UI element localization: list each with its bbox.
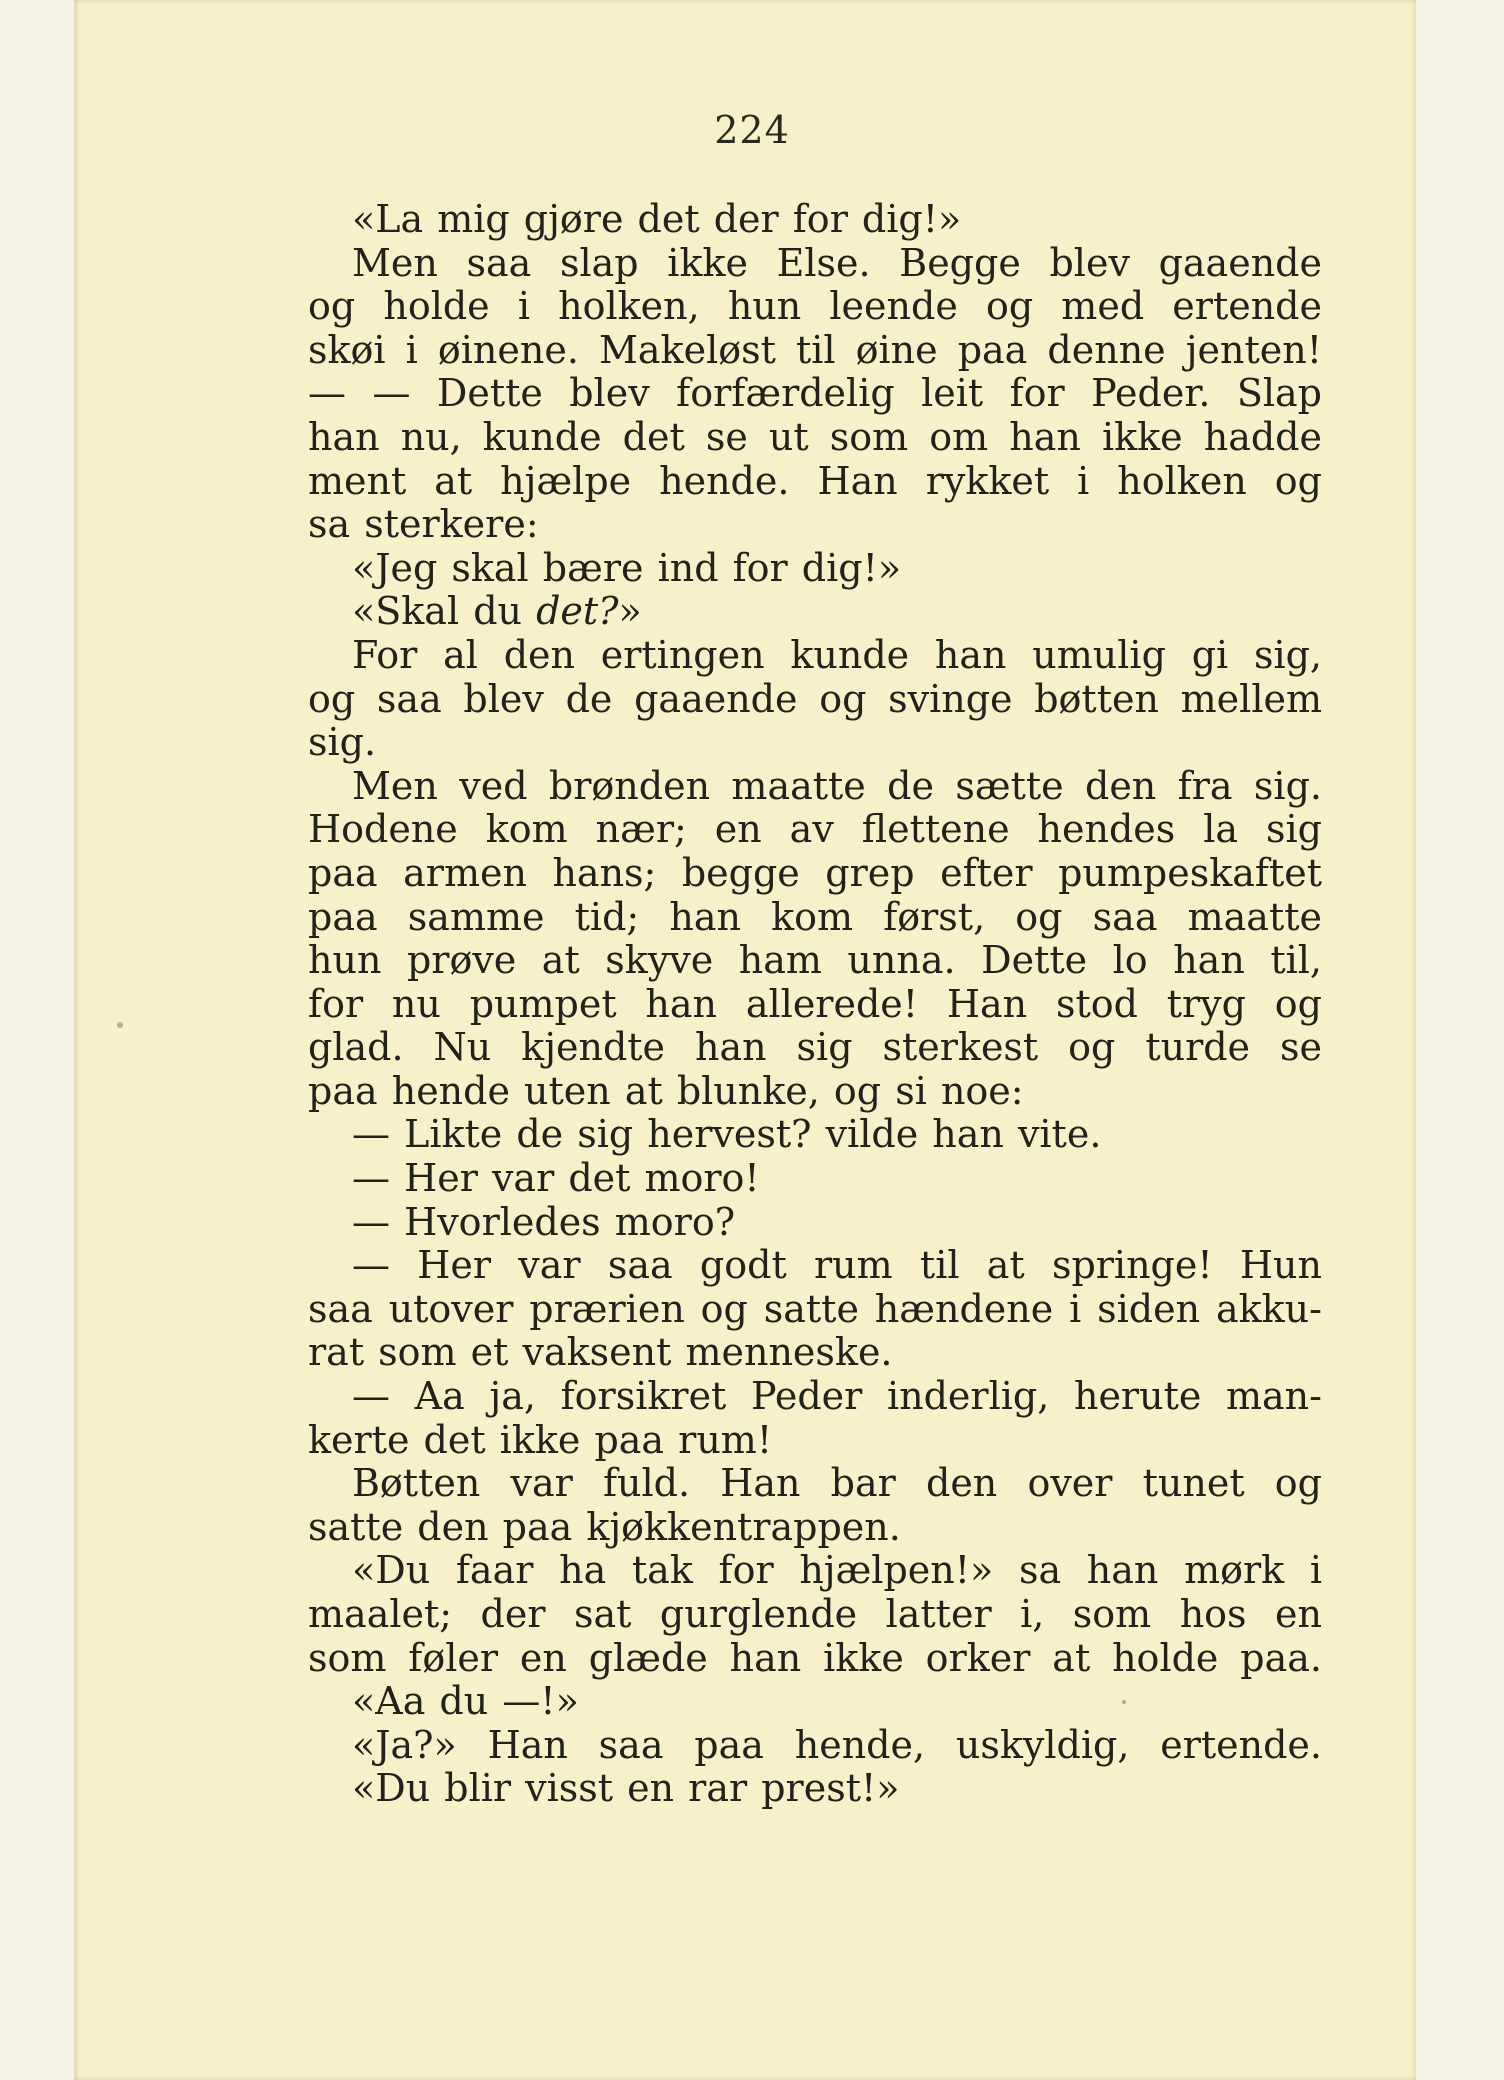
text-line-content: — Likte de sig hervest? vilde han vite. bbox=[352, 1112, 1102, 1157]
text-line bbox=[308, 1288, 1322, 1332]
text-line-content: ment at hjælpe hende. Han rykket i holken og bbox=[308, 458, 1322, 503]
text-line-content: For al den ertingen kunde han umulig gi sig, bbox=[352, 632, 1322, 677]
text-line-content: saa utover prærien og satte hændene i siden akku- bbox=[308, 1286, 1322, 1331]
text-line bbox=[308, 939, 1322, 983]
text-line-content: Men saa slap ikke Else. Begge blev gaaende bbox=[352, 240, 1322, 285]
text-line bbox=[308, 547, 1322, 591]
text-line bbox=[308, 1244, 1322, 1288]
text-line bbox=[308, 329, 1322, 373]
text-line bbox=[308, 1680, 1322, 1724]
text-line bbox=[308, 1331, 1322, 1375]
text-line-content: — Aa ja, forsikret Peder inderlig, herute man- bbox=[352, 1374, 1322, 1419]
text-line bbox=[308, 634, 1322, 678]
text-line bbox=[308, 372, 1322, 416]
text-line bbox=[308, 416, 1322, 460]
text-line-content: «Aa du —!» bbox=[352, 1679, 579, 1724]
text-line bbox=[308, 285, 1322, 329]
closing-quote: » bbox=[618, 589, 642, 634]
text-line-content: for nu pumpet han allerede! Han stod tryg og bbox=[308, 981, 1322, 1026]
text-line bbox=[308, 1201, 1322, 1245]
text-line bbox=[308, 1593, 1322, 1637]
page-number: 224 bbox=[714, 108, 790, 152]
text-line bbox=[308, 1637, 1322, 1681]
text-line-content: som føler en glæde han ikke orker at holde paa. bbox=[308, 1635, 1322, 1680]
text-line-content: glad. Nu kjendte han sig sterkest og turde se bbox=[308, 1025, 1322, 1070]
text-line bbox=[308, 983, 1322, 1027]
text-line-content: «La mig gjøre det der for dig!» bbox=[352, 197, 962, 241]
italic-word: det? bbox=[536, 589, 619, 634]
text-line bbox=[308, 460, 1322, 504]
text-line-content: «Jeg skal bære ind for dig!» bbox=[352, 545, 902, 590]
text-line-content: kerte det ikke paa rum! bbox=[308, 1417, 773, 1462]
text-line bbox=[308, 1419, 1322, 1463]
text-line-content: — — Dette blev forfærdelig leit for Peder. Slap bbox=[308, 371, 1322, 416]
text-line-content: «Du blir visst en rar prest!» bbox=[352, 1766, 900, 1811]
text-line-content: Hodene kom nær; en av flettene hendes la sig bbox=[308, 807, 1322, 852]
text-line bbox=[308, 765, 1322, 809]
text-line-content: og holde i holken, hun leende og med ertende bbox=[308, 284, 1322, 329]
text-line-content: maalet; der sat gurglende latter i, som hos en bbox=[308, 1592, 1322, 1636]
text-line-content: skøi i øinene. Makeløst til øine paa denne jenten! bbox=[308, 327, 1322, 372]
text-line bbox=[308, 721, 1322, 765]
text-line-content: «Du faar ha tak for hjælpen!» sa han mørk i bbox=[352, 1548, 1322, 1593]
text-line bbox=[308, 590, 1322, 634]
text-line-content: hun prøve at skyve ham unna. Dette lo han til, bbox=[308, 938, 1322, 983]
text-line-content: han nu, kunde det se ut som om han ikke hadde bbox=[308, 414, 1322, 459]
text-line bbox=[308, 1549, 1322, 1593]
text-line bbox=[308, 896, 1322, 940]
text-line bbox=[308, 1767, 1322, 1811]
text-line-content: satte den paa kjøkkentrappen. bbox=[308, 1504, 901, 1549]
text-line-content: Bøtten var fuld. Han bar den over tunet og bbox=[352, 1461, 1322, 1506]
text-line-content: sa sterkere: bbox=[308, 502, 539, 547]
text-line bbox=[308, 1070, 1322, 1114]
text-line bbox=[308, 198, 1322, 242]
text-line bbox=[308, 1462, 1322, 1506]
text-line bbox=[308, 1375, 1322, 1419]
text-line-content: «Skal du bbox=[352, 589, 537, 634]
text-line-content: paa samme tid; han kom først, og saa maatte bbox=[308, 894, 1322, 939]
text-line bbox=[308, 503, 1322, 547]
text-line-content: «Ja?» Han saa paa hende, uskyldig, ertende. bbox=[352, 1722, 1322, 1767]
text-line-content: rat som et vaksent menneske. bbox=[308, 1330, 893, 1375]
text-line bbox=[308, 852, 1322, 896]
text-line bbox=[308, 808, 1322, 852]
text-line bbox=[308, 1113, 1322, 1157]
paper-speck bbox=[117, 1022, 123, 1028]
text-line bbox=[308, 242, 1322, 286]
text-line bbox=[308, 1026, 1322, 1070]
text-line-content: og saa blev de gaaende og svinge bøtten mellem bbox=[308, 676, 1322, 721]
body-text bbox=[308, 198, 1322, 1811]
text-line bbox=[308, 678, 1322, 722]
text-line bbox=[308, 1157, 1322, 1201]
text-line bbox=[308, 1506, 1322, 1550]
text-line-content: — Her var saa godt rum til at springe! Hun bbox=[352, 1243, 1322, 1288]
text-line-content: paa armen hans; begge grep efter pumpeskaftet bbox=[308, 850, 1322, 895]
text-line bbox=[308, 1724, 1322, 1768]
text-line-content: — Her var det moro! bbox=[352, 1156, 760, 1201]
text-line-content: paa hende uten at blunke, og si noe: bbox=[308, 1068, 1024, 1113]
text-line-content: — Hvorledes moro? bbox=[352, 1199, 736, 1244]
text-line-content: Men ved brønden maatte de sætte den fra sig. bbox=[352, 763, 1322, 808]
text-line-content: sig. bbox=[308, 720, 377, 765]
